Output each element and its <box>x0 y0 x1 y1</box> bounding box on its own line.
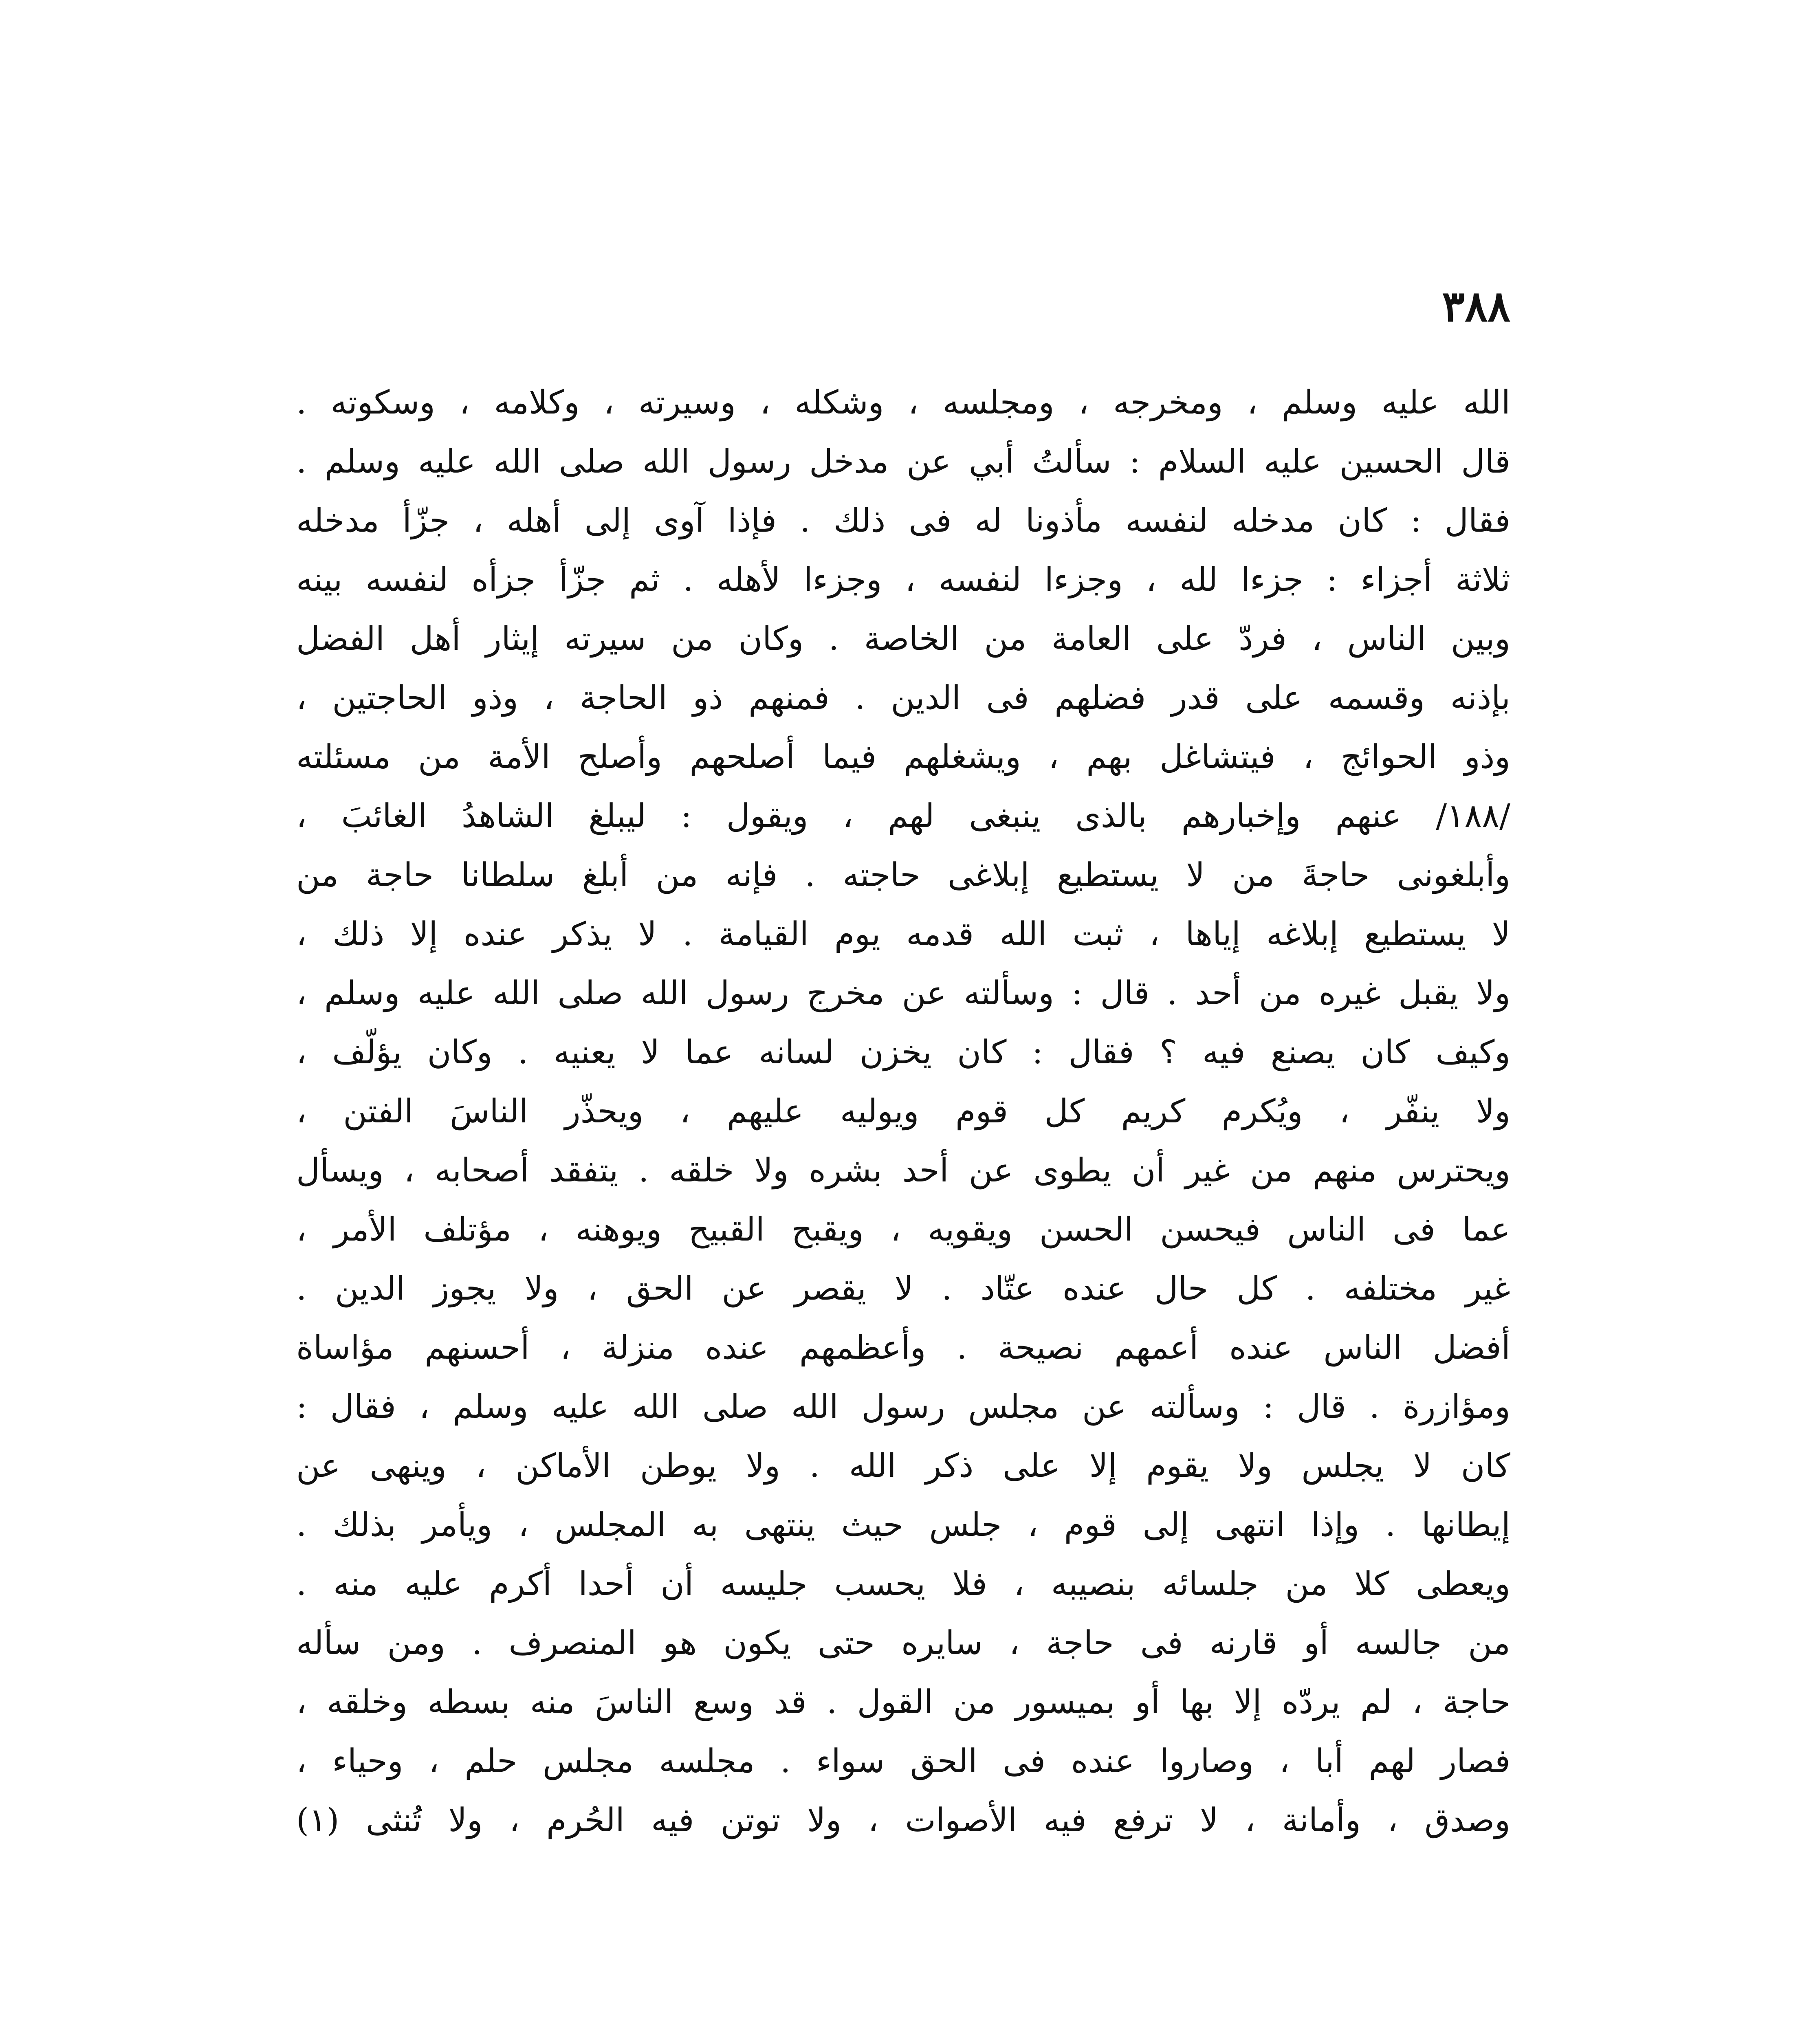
text-line: وذو الحوائج ، فيتشاغل بهم ، ويشغلهم فيما أصلحهم وأصلح الأمة من مسئلته <box>296 738 1510 776</box>
text-line: وصدق ، وأمانة ، لا ترفع فيه الأصوات ، ولا توتن فيه الحُرم ، ولا تُنثى (١) <box>296 1801 1510 1839</box>
text-line: إيطانها . وإذا انتهى إلى قوم ، جلس حيث ينتهى به المجلس ، ويأمر بذلك . <box>296 1506 1510 1544</box>
text-line: ويحترس منهم من غير أن يطوى عن أحد بشره ولا خلقه . يتفقد أصحابه ، ويسأل <box>296 1151 1510 1189</box>
text-line: فقال : كان مدخله لنفسه مأذونا له فى ذلك . فإذا آوى إلى أهله ، جزّأ مدخله <box>296 502 1510 539</box>
text-line: غير مختلفه . كل حال عنده عتّاد . لا يقصر عن الحق ، ولا يجوز الدين . <box>296 1269 1510 1307</box>
text-line: فصار لهم أبا ، وصاروا عنده فى الحق سواء . مجلسه مجلس حلم ، وحياء ، <box>296 1742 1510 1780</box>
text-line: أفضل الناس عنده أعمهم نصيحة . وأعظمهم عنده منزلة ، أحسنهم مؤاساة <box>296 1329 1510 1366</box>
text-line: قال الحسين عليه السلام : سألتُ أبي عن مدخل رسول الله صلى الله عليه وسلم . <box>296 442 1510 480</box>
text-line: ولا يقبل غيره من أحد . قال : وسألته عن مخرج رسول الله صلى الله عليه وسلم ، <box>296 974 1510 1012</box>
page-number: ٣٨٨ <box>1442 281 1510 331</box>
text-line: ولا ينفّر ، ويُكرم كريم كل قوم ويوليه عليهم ، ويحذّر الناسَ الفتن ، <box>296 1092 1510 1130</box>
text-line: وأبلغونى حاجةَ من لا يستطيع إبلاغى حاجته . فإنه من أبلغ سلطانا حاجة من <box>296 856 1510 894</box>
text-line: ثلاثة أجزاء : جزءا لله ، وجزءا لنفسه ، وجزءا لأهله . ثم جزّأ جزأه لنفسه بينه <box>296 561 1510 598</box>
text-line: من جالسه أو قارنه فى حاجة ، سايره حتى يكون هو المنصرف . ومن سأله <box>296 1624 1510 1662</box>
text-line: وبين الناس ، فردّ على العامة من الخاصة . وكان من سيرته إيثار أهل الفضل <box>296 620 1510 658</box>
main-text <box>296 373 1510 1850</box>
text-line: ويعطى كلا من جلسائه بنصيبه ، فلا يحسب جليسه أن أحدا أكرم عليه منه . <box>296 1565 1510 1603</box>
text-line: الله عليه وسلم ، ومخرجه ، ومجلسه ، وشكله ، وسيرته ، وكلامه ، وسكوته . <box>296 383 1510 421</box>
text-line: ومؤازرة . قال : وسألته عن مجلس رسول الله صلى الله عليه وسلم ، فقال : <box>296 1388 1510 1425</box>
text-line: كان لا يجلس ولا يقوم إلا على ذكر الله . ولا يوطن الأماكن ، وينهى عن <box>296 1447 1510 1485</box>
text-line: عما فى الناس فيحسن الحسن ويقويه ، ويقبح القبيح ويوهنه ، مؤتلف الأمر ، <box>296 1210 1510 1248</box>
text-line: وكيف كان يصنع فيه ؟ فقال : كان يخزن لسانه عما لا يعنيه . وكان يؤلّف ، <box>296 1033 1510 1071</box>
text-line: حاجة ، لم يردّه إلا بها أو بميسور من القول . قد وسع الناسَ منه بسطه وخلقه ، <box>296 1683 1510 1721</box>
text-line: لا يستطيع إبلاغه إياها ، ثبت الله قدمه يوم القيامة . لا يذكر عنده إلا ذلك ، <box>296 915 1510 953</box>
text-line: بإذنه وقسمه على قدر فضلهم فى الدين . فمنهم ذو الحاجة ، وذو الحاجتين ، <box>296 679 1510 717</box>
text-line: /١٨٨/ عنهم وإخبارهم بالذى ينبغى لهم ، ويقول : ليبلغ الشاهدُ الغائبَ ، <box>296 797 1510 835</box>
